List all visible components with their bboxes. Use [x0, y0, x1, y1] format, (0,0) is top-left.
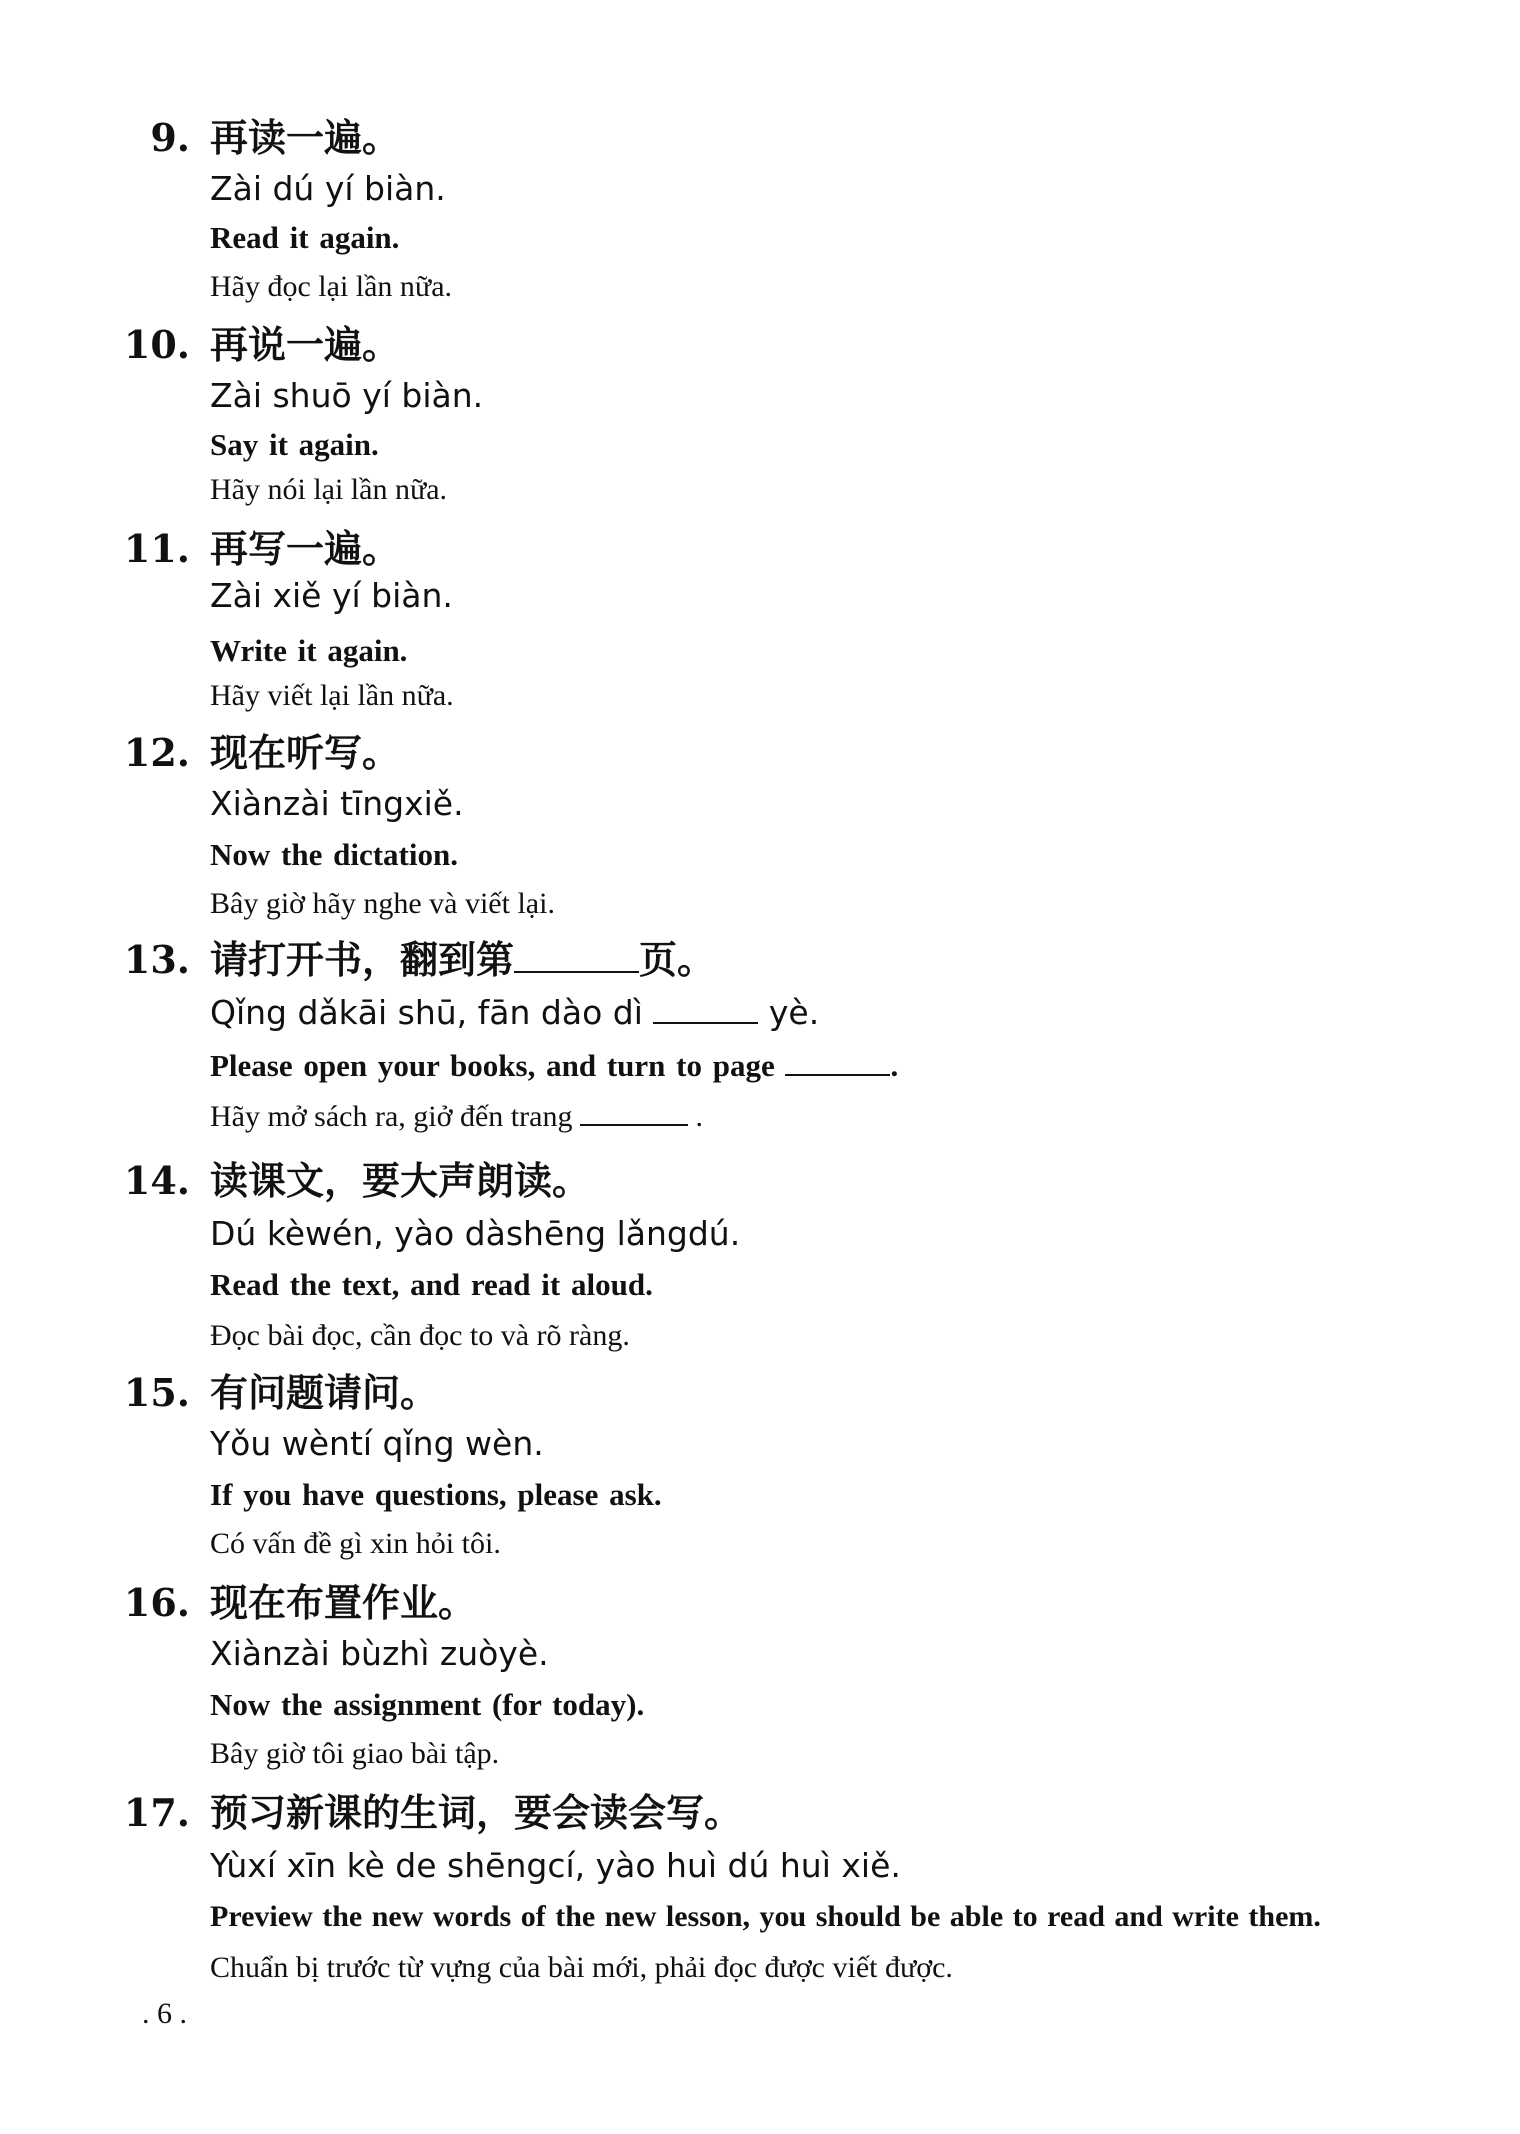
vietnamese-text [210, 1099, 703, 1135]
chinese-text: 现在布置作业。 [210, 1580, 477, 1625]
english-text-end: . [890, 1048, 899, 1083]
entry-number: 14. [123, 1158, 190, 1203]
pinyin-text: Xiànzài tīngxiě. [210, 784, 464, 823]
english-text: Read it again. [210, 220, 400, 255]
entry-number: 10. [123, 322, 190, 367]
chinese-text: 读课文，要大声朗读。 [210, 1158, 591, 1203]
chinese-text: 有问题请问。 [210, 1370, 439, 1415]
vietnamese-text: Hãy viết lại lần nữa. [210, 679, 454, 712]
pinyin-text [210, 993, 819, 1033]
fill-in-blank [514, 970, 639, 973]
pinyin-text-end: yè. [768, 993, 820, 1032]
vietnamese-text: Bây giờ hãy nghe và viết lại. [210, 887, 555, 920]
pinyin-text-start: Qǐng dǎkāi shū, fān dào dì [210, 993, 643, 1032]
chinese-text: 再读一遍。 [210, 115, 401, 160]
vietnamese-text: Bây giờ tôi giao bài tập. [210, 1737, 500, 1770]
vietnamese-text-start: Hãy mở sách ra, giở đến trang [210, 1100, 573, 1133]
pinyin-text: Yùxí xīn kè de shēngcí, yào huì dú huì xiě. [210, 1846, 901, 1885]
entry-number: 16. [123, 1580, 190, 1625]
vietnamese-text: Chuẩn bị trước từ vựng của bài mới, phải đọc được viết được. [210, 1951, 953, 1984]
pinyin-text: Zài dú yí biàn. [210, 169, 446, 208]
entry-number: 12. [123, 730, 190, 775]
entry-number: 17. [123, 1790, 190, 1835]
vietnamese-text: Có vấn đề gì xin hỏi tôi. [210, 1527, 501, 1560]
chinese-text: 再说一遍。 [210, 322, 401, 367]
pinyin-text: Zài shuō yí biàn. [210, 376, 484, 415]
english-text: Say it again. [210, 427, 379, 462]
english-text-start: Please open your books, and turn to page [210, 1048, 775, 1083]
vietnamese-text-end: . [695, 1100, 703, 1133]
english-text: Now the assignment (for today). [210, 1687, 645, 1722]
vietnamese-text: Hãy nói lại lần nữa. [210, 473, 448, 506]
entry-number: 11. [123, 526, 190, 571]
fill-in-blank [653, 1021, 758, 1024]
chinese-text [210, 937, 715, 983]
pinyin-text: Xiànzài bùzhì zuòyè. [210, 1634, 549, 1673]
pinyin-text: Dú kèwén, yào dàshēng lǎngdú. [210, 1214, 741, 1253]
english-text: Read the text, and read it aloud. [210, 1267, 653, 1302]
chinese-text: 现在听写。 [210, 730, 401, 775]
entry-number: 13. [123, 937, 190, 982]
english-text: If you have questions, please ask. [210, 1477, 662, 1512]
english-text: Preview the new words of the new lesson, you should be able to read and write them. [210, 1900, 1321, 1933]
vietnamese-text: Hãy đọc lại lần nữa. [210, 270, 453, 303]
chinese-text-end: 页。 [639, 937, 716, 982]
english-text [210, 1047, 898, 1085]
chinese-text: 再写一遍。 [210, 526, 401, 571]
entry-number: 9. [150, 115, 190, 160]
pinyin-text: Yǒu wèntí qǐng wèn. [210, 1424, 544, 1463]
english-text: Now the dictation. [210, 837, 458, 872]
page-number: . 6 . [142, 1997, 187, 2030]
chinese-text: 预习新课的生词，要会读会写。 [210, 1790, 743, 1835]
english-text: Write it again. [210, 633, 408, 668]
entry-number: 15. [123, 1370, 190, 1415]
fill-in-blank [580, 1123, 688, 1126]
chinese-text-start: 请打开书，翻到第 [210, 937, 515, 982]
vietnamese-text: Đọc bài đọc, cần đọc to và rõ ràng. [210, 1319, 630, 1352]
pinyin-text: Zài xiě yí biàn. [210, 576, 453, 615]
fill-in-blank [785, 1073, 890, 1076]
